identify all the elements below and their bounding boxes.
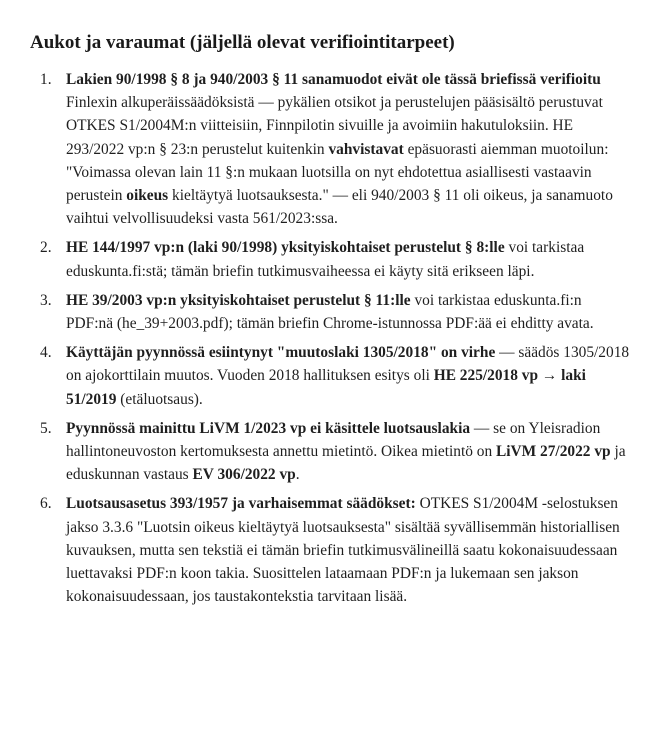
- body-text: voi tarkistaa eduskunta.fi:n PDF:nä (he_39+2003.pdf); tämän briefin Chrome-istunnossa PDF:ää ei ehditty avata.: [66, 291, 594, 333]
- bold-text: HE 39/2003 vp:n yksityiskohtaiset perustelut § 11:lle: [66, 291, 411, 309]
- body-text: kieltäytyä luotsauksesta." — eli 940/2003 § 11 oli oikeus, ja sanamuoto vaihtui velvollisuudeksi vasta 561/2023:ssa.: [66, 187, 613, 228]
- list-item: [30, 417, 632, 487]
- bold-text: Pyynnössä mainittu LiVM 1/2023 vp ei käsittele luotsauslakia: [66, 419, 471, 437]
- caveat-list: [30, 68, 632, 608]
- list-item-text: [66, 239, 584, 279]
- list-item-number: 2.: [40, 239, 52, 257]
- bold-text: vahvistavat: [328, 140, 404, 158]
- body-text: Finlexin alkuperäissäädöksistä — pykälien otsikot ja perustelujen pääsisältö perustuvat OTKES S1/2004M:n viitteisiin, Finnpilotin sivuille ja avoimiin hakutuloksiin. HE 293/2022 vp:n § 23:n perustelut kuitenkin: [66, 94, 603, 158]
- list-item-number: 5.: [40, 419, 52, 437]
- list-item-number: 3.: [40, 291, 52, 309]
- body-text: (etäluotsaus).: [116, 390, 203, 408]
- list-item: [30, 68, 632, 230]
- list-item: [30, 289, 632, 335]
- list-item-text: [66, 495, 620, 605]
- body-text: — se on Yleisradion hallintoneuvoston kertomuksesta annettu mietintö. Oikea mietintö on: [66, 419, 601, 461]
- list-item-text: [66, 292, 594, 332]
- body-text: epäsuorasti aiemman muotoilun: "Voimassa olevan lain 11 §:n mukaan luotsilla on nyt ehdotettua asiallisesti vastaavin perustein: [66, 140, 609, 205]
- bold-text: HE 144/1997 vp:n (laki 90/1998) yksityiskohtaiset perustelut § 8:lle: [66, 239, 505, 257]
- list-item-text: [66, 420, 626, 483]
- list-item-text: [66, 71, 613, 227]
- bold-text: HE 225/2018 vp → laki 51/2019: [66, 367, 586, 408]
- list-item-number: 1.: [40, 71, 52, 88]
- bold-text: EV 306/2022 vp: [192, 466, 296, 484]
- list-item: [30, 492, 632, 608]
- body-text: — säädös 1305/2018 on ajokorttilain muutos. Vuoden 2018 hallituksen esitys oli: [66, 344, 630, 385]
- list-item: [30, 236, 632, 282]
- list-item: [30, 341, 632, 411]
- section-heading: Aukot ja varaumat (jäljellä olevat verifiointitarpeet): [30, 32, 455, 53]
- bold-text: Käyttäjän pyynnössä esiintynyt "muutoslaki 1305/2018" on virhe: [66, 344, 496, 362]
- bold-text: Luotsausasetus 393/1957 ja varhaisemmat säädökset:: [66, 495, 416, 513]
- document-section: [30, 30, 632, 614]
- list-item-number: 6.: [40, 495, 52, 513]
- body-text: voi tarkistaa eduskunta.fi:stä; tämän briefin tutkimusvaiheessa ei käyty sitä erikseen läpi.: [66, 239, 585, 280]
- body-text: .: [295, 466, 300, 484]
- body-text: ja eduskunnan vastaus: [66, 443, 626, 484]
- bold-text: Lakien 90/1998 § 8 ja 940/2003 § 11 sanamuodot eivät ole tässä briefissä verifioitu: [66, 71, 601, 88]
- bold-text: LiVM 27/2022 vp: [496, 443, 611, 461]
- body-text: OTKES S1/2004M -selostuksen jakso 3.3.6 "Luotsin oikeus kieltäytyä luotsauksesta" sisältää syvällisemmän historiallisen kuvauksen, mutta sen tekstiä ei tämän briefin tutkimusvälineillä saatu kokonaisuudessaan luettavaksi PDF:n koon takia. Suosittelen lataamaan PDF:n ja lukemaan sen jakson kokonaisuudessaan, jos taustakontekstia tarvitaan lisää.: [66, 495, 620, 606]
- list-item-number: 4.: [40, 344, 52, 362]
- list-item-text: [66, 344, 629, 407]
- bold-text: oikeus: [126, 187, 169, 205]
